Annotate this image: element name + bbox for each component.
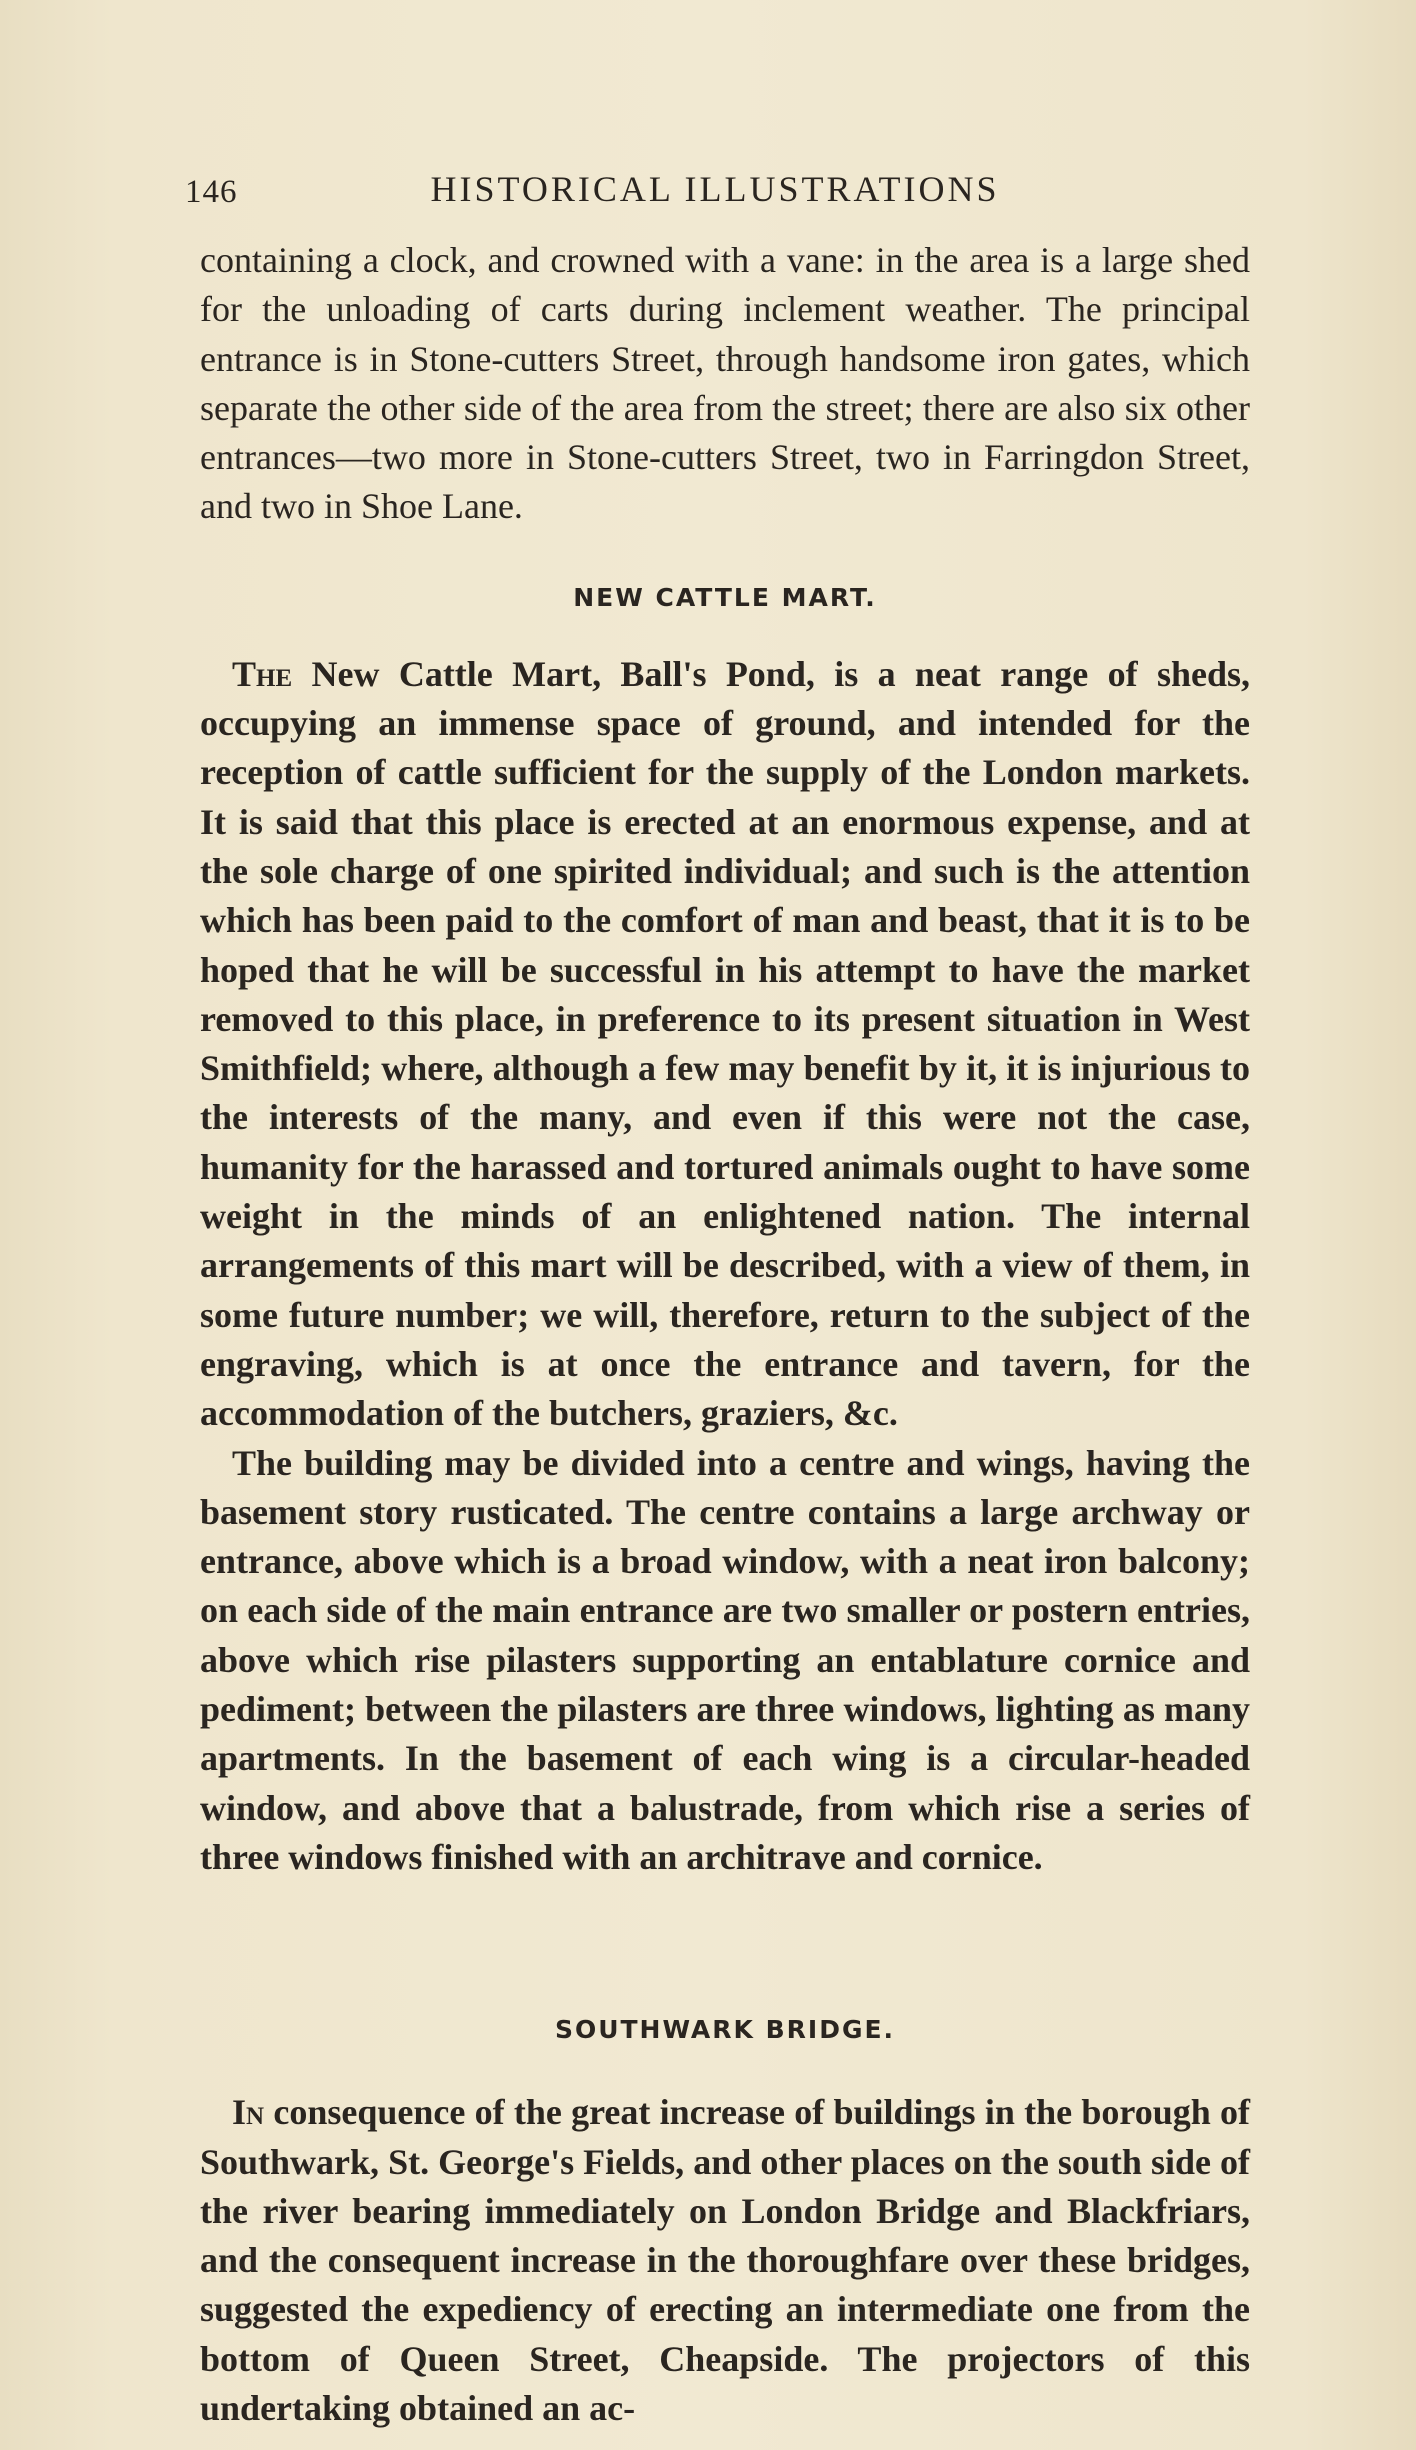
southwark-bridge-paragraph-1-text: consequence of the great increase of buildings in the borough of Southwark, St. George's Fields, and other places on the south side of the river bearing immediately on London Bridge and Blackfriars, and the consequent increase in the thoroughfare over these bridges, suggested the expediency of erecting an intermediate one from the bottom of Queen Street, Cheapside. The projectors of this undertaking obtained an ac-	[200, 2092, 1250, 2428]
section-heading-cattle-mart: NEW CATTLE MART.	[573, 582, 877, 612]
section-heading-southwark-bridge: SOUTHWARK BRIDGE.	[554, 2015, 896, 2045]
page-number: 146	[185, 174, 238, 210]
opening-paragraph: containing a clock, and crowned with a vane: in the area is a large shed for the unloading of carts during inclement weather. The principal entrance is in Stone-cutters Street, through handsome iron gates, which separate the other side of the area from the street; there are also six other entrances—two more in Stone-cutters Street, two in Farringdon Street, and two in Shoe Lane.	[200, 240, 1250, 527]
cattle-mart-lead-word: The	[232, 653, 293, 694]
southwark-bridge-paragraph-1	[200, 2088, 1250, 2433]
body-text	[200, 232, 1250, 2433]
cattle-mart-paragraph-1-text: New Cattle Mart, Ball's Pond, is a neat range of sheds, occupying an immense space of ground, and intended for the reception of cattle sufficient for the supply of the London markets. It is said that this place is erected at an enormous expense, and at the sole charge of one spirited individual; and such is the attention which has been paid to the comfort of man and beast, that it is to be hoped that he will be successful in his attempt to have the market removed to this place, in preference to its present situation in West Smithfield; where, although a few may benefit by it, it is injurious to the interests of the many, and even if this were not the case, humanity for the harassed and tortured animals ought to have some weight in the minds of an enlightened nation. The internal arrangements of this mart will be described, with a view of them, in some future number; we will, therefore, return to the subject of the engraving, which is at once the entrance and tavern, for the accommodation of the butchers, graziers, &c.	[200, 653, 1250, 1434]
southwark-bridge-lead-word: In	[232, 2092, 265, 2133]
running-title: HISTORICAL ILLUSTRATIONS	[430, 169, 1000, 209]
cattle-mart-paragraph-2: The building may be divided into a centre and wings, having the basement story rusticated. The centre contains a large archway or entrance, above which is a broad window, with a neat iron balcony; on each side of the main entrance are two smaller or postern entries, above which rise pilasters supporting an entablature cornice and pediment; between the pilasters are three windows, lighting as many apartments. In the basement of each wing is a circular-headed window, and above that a balustrade, from which rise a series of three windows finished with an architrave and cornice.	[200, 1442, 1250, 1877]
page-header	[185, 168, 1245, 218]
cattle-mart-paragraph-1	[200, 650, 1250, 1439]
